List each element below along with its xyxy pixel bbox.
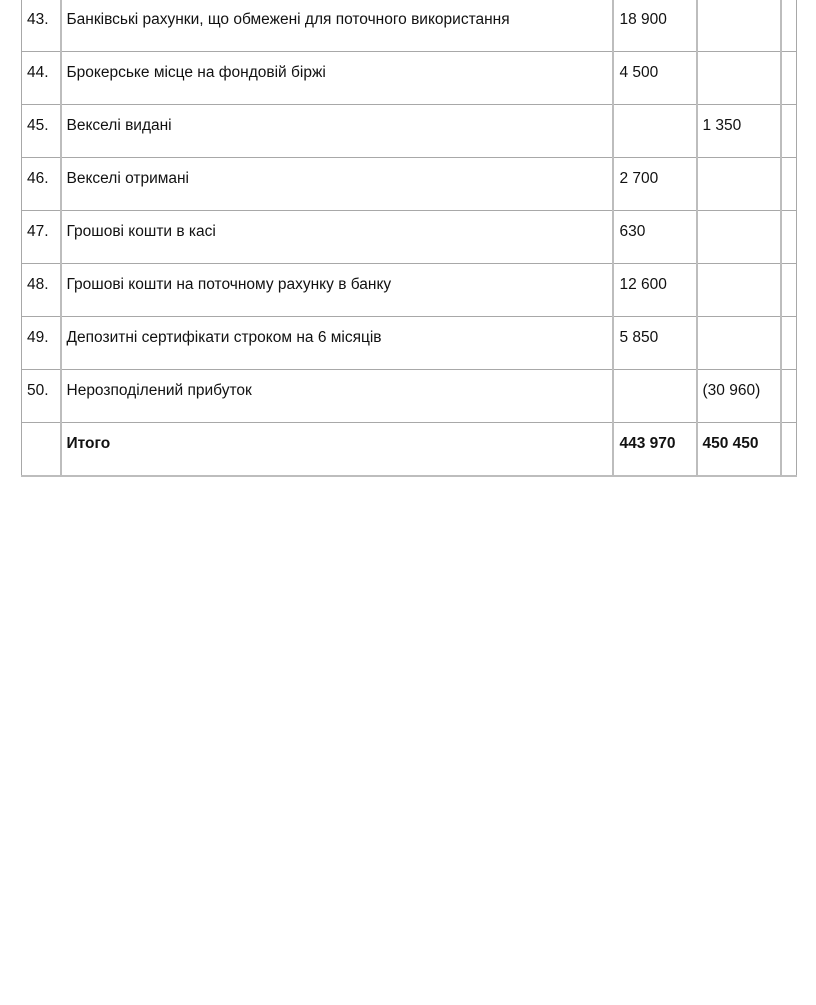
total-credit: 450 450 — [697, 423, 781, 476]
account-name: Брокерське місце на фондовій біржі — [61, 52, 613, 105]
row-number: 45. — [22, 105, 61, 158]
total-label: Итого — [61, 423, 613, 476]
account-name: Грошові кошти в касі — [61, 211, 613, 264]
debit-value: 18 900 — [613, 0, 697, 52]
credit-value — [697, 317, 781, 370]
total-debit: 443 970 — [613, 423, 697, 476]
row-number: 44. — [22, 52, 61, 105]
credit-value — [697, 158, 781, 211]
extra-cell — [781, 423, 797, 476]
debit-value: 12 600 — [613, 264, 697, 317]
extra-cell — [781, 52, 797, 105]
extra-cell — [781, 317, 797, 370]
account-name: Векселі видані — [61, 105, 613, 158]
table-row — [22, 0, 797, 52]
row-number: 43. — [22, 0, 61, 52]
table-row — [22, 52, 797, 105]
extra-cell — [781, 370, 797, 423]
debit-value: 5 850 — [613, 317, 697, 370]
extra-cell — [781, 105, 797, 158]
debit-value — [613, 370, 697, 423]
account-name: Нерозподілений прибуток — [61, 370, 613, 423]
credit-value — [697, 52, 781, 105]
table-row — [22, 370, 797, 423]
extra-cell — [781, 264, 797, 317]
account-name: Векселі отримані — [61, 158, 613, 211]
extra-cell — [781, 211, 797, 264]
debit-value: 2 700 — [613, 158, 697, 211]
credit-value: 1 350 — [697, 105, 781, 158]
row-number: 47. — [22, 211, 61, 264]
credit-value — [697, 211, 781, 264]
debit-value: 630 — [613, 211, 697, 264]
debit-value — [613, 105, 697, 158]
row-number — [22, 423, 61, 476]
credit-value — [697, 264, 781, 317]
row-number: 49. — [22, 317, 61, 370]
credit-value: (30 960) — [697, 370, 781, 423]
row-number: 50. — [22, 370, 61, 423]
accounts-table — [21, 0, 797, 477]
account-name: Грошові кошти на поточному рахунку в банку — [61, 264, 613, 317]
row-number: 46. — [22, 158, 61, 211]
total-row — [22, 423, 797, 476]
table-row — [22, 264, 797, 317]
credit-value — [697, 0, 781, 52]
debit-value: 4 500 — [613, 52, 697, 105]
table-row — [22, 211, 797, 264]
table-row — [22, 317, 797, 370]
extra-cell — [781, 0, 797, 52]
account-name: Депозитні сертифікати строком на 6 місяців — [61, 317, 613, 370]
row-number: 48. — [22, 264, 61, 317]
table-row — [22, 105, 797, 158]
table-row — [22, 158, 797, 211]
extra-cell — [781, 158, 797, 211]
account-name: Банківські рахунки, що обмежені для поточного використання — [61, 0, 613, 52]
